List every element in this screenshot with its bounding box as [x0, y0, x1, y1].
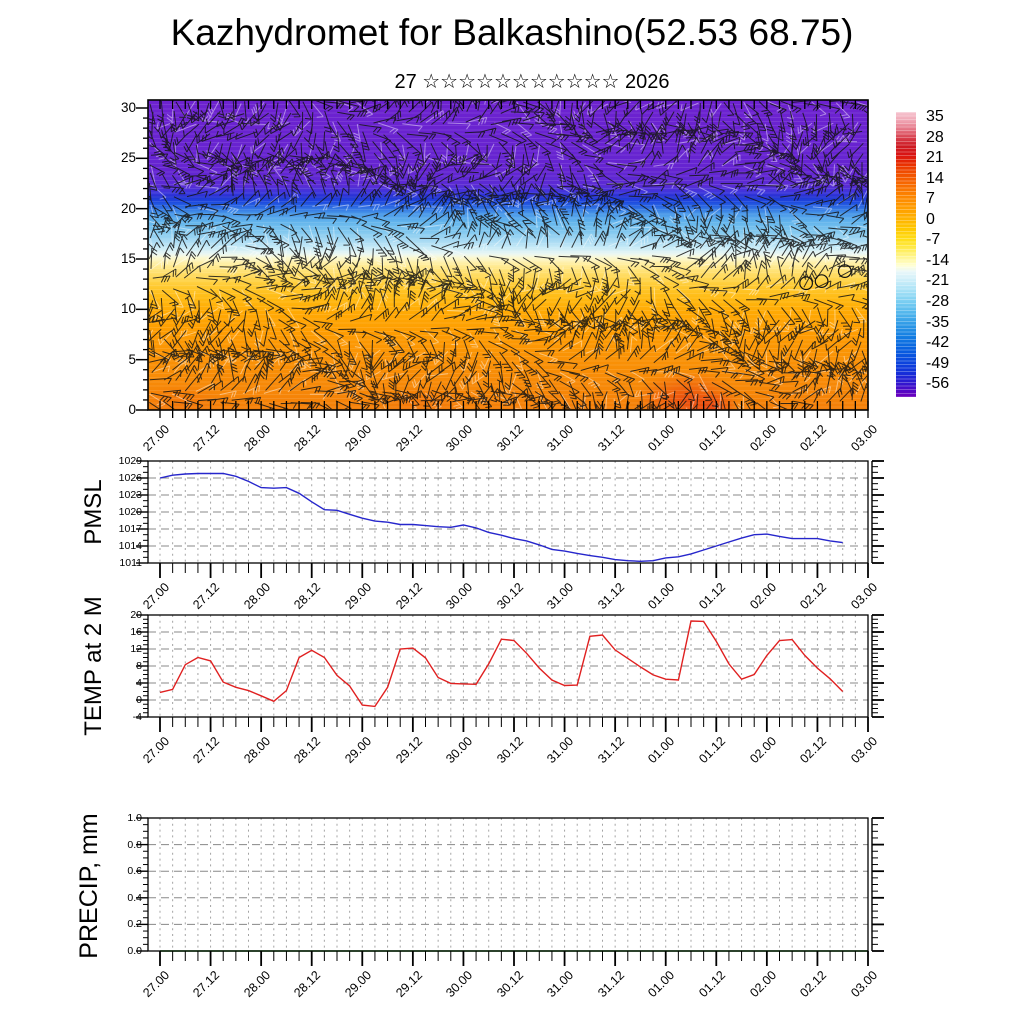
colorbar-tick-label: 35	[926, 108, 944, 125]
x-tick-label-text: 27.12	[190, 580, 223, 613]
x-tick-label-text: 31.12	[595, 422, 628, 455]
precip-axis-title: PRECIP, mm	[75, 813, 103, 959]
x-tick-label-text: 30.00	[443, 968, 476, 1001]
pmsl-y-tick-label: 1023	[118, 489, 142, 501]
x-tick-label-text: 28.12	[291, 422, 324, 455]
cross-section-y-tick-label: 0	[128, 402, 136, 417]
x-tick-label-text: 28.12	[291, 734, 324, 767]
pmsl-y-tick-label: 1026	[118, 472, 142, 484]
cross-section-y-tick-label: 30	[120, 99, 136, 115]
x-tick-label-text: 01.00	[645, 580, 678, 613]
precip-y-tick-label: 1.0	[127, 812, 142, 824]
colorbar-tick-label: -21	[926, 272, 950, 290]
colorbar-tick-label: -28	[926, 292, 950, 310]
x-tick-label-text: 30.12	[493, 580, 526, 613]
x-tick-label-text: 01.12	[696, 580, 729, 613]
x-tick-label-text: 03.00	[847, 580, 880, 613]
x-tick-label-text: 31.00	[544, 422, 577, 455]
x-tick-label-text: 02.12	[797, 968, 830, 1001]
colorbar-tick-label: -56	[926, 375, 950, 393]
x-tick-label-text: 30.12	[493, 422, 526, 455]
x-tick-label-text: 29.00	[342, 968, 375, 1001]
x-tick-label-text: 02.00	[746, 422, 779, 455]
pmsl-y-tick-label: 1011	[119, 557, 142, 569]
colorbar-tick-label: 28	[926, 128, 944, 146]
x-tick-label-text: 27.00	[139, 580, 172, 613]
temp-panel	[136, 615, 884, 732]
x-tick-label-text: 27.00	[139, 734, 172, 767]
x-tick-label-text: 27.12	[190, 734, 223, 767]
temp-y-tick-label: 0	[136, 694, 142, 706]
x-tick-label-text: 29.12	[392, 422, 425, 455]
colorbar-tick-label: 0	[926, 210, 935, 228]
cross-section-y-tick-label: 5	[128, 351, 136, 367]
x-tick-label-text: 28.00	[241, 734, 274, 767]
precip-y-tick-label: 0.2	[127, 918, 142, 931]
precip-y-tick-label: 0.6	[127, 865, 142, 878]
x-tick-label-text: 30.00	[443, 422, 476, 455]
precip-y-tick-label: 0.4	[127, 891, 142, 904]
temp-axis-title: TEMP at 2 M	[80, 596, 107, 736]
x-tick-label-text: 27.12	[190, 422, 223, 455]
wind-barbs-layer	[135, 82, 885, 425]
x-tick-label-text: 28.00	[241, 422, 274, 455]
x-tick-label-text: 02.12	[797, 422, 830, 455]
colorbar-tick-label: 14	[926, 169, 944, 187]
x-tick-label-text: 28.00	[241, 580, 274, 613]
precip-panel	[136, 818, 884, 966]
x-tick-label-text: 03.00	[847, 968, 880, 1001]
x-tick-label-text: 30.00	[443, 734, 476, 767]
x-tick-label-text: 30.12	[493, 734, 526, 767]
temp-y-tick-label: 8	[136, 660, 142, 672]
colorbar-tick-label: -49	[926, 354, 950, 372]
precip-y-tick-label: 0.0	[127, 945, 142, 957]
x-tick-label-text: 01.12	[696, 422, 729, 455]
x-tick-label-text: 01.12	[696, 968, 729, 1001]
x-tick-label-text: 31.00	[544, 968, 577, 1001]
pmsl-y-tick-label: 1017	[118, 523, 142, 535]
colorbar-tick-label: 21	[926, 149, 944, 167]
x-tick-label-text: 31.12	[595, 968, 628, 1001]
x-tick-label-text: 02.00	[746, 734, 779, 767]
x-tick-label-text: 29.12	[392, 968, 425, 1001]
x-tick-label-text: 31.00	[544, 734, 577, 767]
x-tick-label-text: 29.00	[342, 422, 375, 455]
colorbar-tick-label: -7	[926, 231, 941, 249]
temp-y-tick-label: 12	[130, 643, 142, 655]
temp-y-tick-label: 4	[136, 677, 142, 689]
temp-y-tick-label: -4	[132, 711, 142, 723]
x-tick-label-text: 30.00	[443, 580, 476, 613]
colorbar-tick-label: -42	[926, 334, 950, 352]
pmsl-y-tick-label: 1029	[118, 455, 142, 467]
precip-y-tick-label: 0.8	[127, 838, 142, 851]
colorbar-tick-label: 7	[926, 190, 935, 208]
x-tick-label-text: 27.00	[139, 422, 172, 455]
x-tick-label-text: 02.00	[746, 580, 779, 613]
temp-y-tick-label: 16	[130, 626, 142, 638]
x-tick-label-text: 29.00	[342, 580, 375, 613]
cross-section-y-tick-label: 20	[120, 200, 136, 216]
pmsl-y-tick-label: 1020	[118, 506, 142, 518]
temp-y-tick-label: 20	[130, 609, 142, 621]
x-tick-label-text: 30.12	[493, 968, 526, 1001]
pmsl-y-tick-label: 1014	[118, 540, 142, 552]
x-tick-label-text: 01.00	[645, 422, 678, 455]
x-tick-label-text: 01.00	[645, 734, 678, 767]
x-tick-label-text: 01.12	[696, 734, 729, 767]
x-tick-label-text: 03.00	[847, 734, 880, 767]
x-tick-label-text: 31.12	[595, 734, 628, 767]
colorbar-tick-label: -35	[926, 313, 950, 331]
pmsl-axis-title: PMSL	[80, 479, 107, 545]
x-tick-label-text: 27.12	[190, 968, 223, 1001]
x-tick-label-text: 28.12	[291, 580, 324, 613]
page-title: Kazhydromet for Balkashino(52.53 68.75)	[170, 12, 854, 53]
pmsl-panel	[136, 461, 884, 578]
x-tick-label-text: 01.00	[645, 968, 678, 1001]
x-tick-label-text: 02.12	[797, 580, 830, 613]
x-tick-label-text: 29.00	[342, 734, 375, 767]
x-tick-label-text: 02.12	[797, 734, 830, 767]
x-tick-label-text: 03.00	[847, 422, 880, 455]
x-tick-label-text: 28.12	[291, 968, 324, 1001]
wind-barbs-layer	[134, 88, 878, 414]
colorbar-tick-label: -14	[926, 251, 950, 269]
x-tick-label-text: 27.00	[139, 968, 172, 1001]
x-tick-label-text: 29.12	[392, 580, 425, 613]
page-subtitle: 27 ☆☆☆☆☆☆☆☆☆☆☆ 2026	[394, 71, 670, 93]
x-tick-label-text: 31.12	[595, 580, 628, 613]
x-tick-label-text: 02.00	[746, 968, 779, 1001]
cross-section-y-tick-label: 15	[120, 250, 136, 266]
x-tick-label-text: 28.00	[241, 968, 274, 1001]
x-tick-label-text: 31.00	[544, 580, 577, 613]
cross-section-y-tick-label: 10	[120, 301, 136, 317]
x-tick-label-text: 29.12	[392, 734, 425, 767]
cross-section-y-tick-label: 25	[120, 150, 136, 166]
